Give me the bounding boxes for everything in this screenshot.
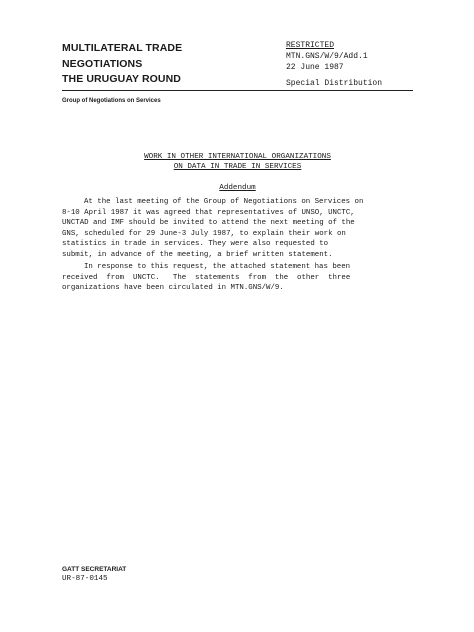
header-line-1: MULTILATERAL TRADE [62,42,183,54]
group-name: Group of Negotiations on Services [62,98,161,104]
header-line-2: NEGOTIATIONS [62,57,143,70]
paragraph-1-line: submit, in advance of the meeting, a brief written statement. [62,250,333,259]
header-title-block [62,41,182,88]
footer [62,566,126,583]
paragraph-2 [62,262,413,294]
distribution: Special Distribution [286,79,383,88]
header-meta-block [286,40,382,89]
paragraph-1-line: At the last meeting of the Group of Negotiations on Services on [84,198,364,206]
paragraph-1-line: GNS, scheduled for 29 June-3 July 1987, to explain their work on [62,229,346,238]
footer-organization: GATT SECRETARIAT [62,566,127,573]
document-date: 22 June 1987 [286,63,344,72]
paragraph-2-line: In response to this request, the attached statement has been [84,263,351,271]
paragraph-2-line: received from UNCTC. The statements from the other three [62,273,351,282]
footer-reference: UR-87-0145 [62,575,108,583]
header-divider [62,90,413,91]
paragraph-2-line: organizations have been circulated in MTN.GNS/W/9. [62,284,284,292]
title-line-2: ON DATA IN TRADE IN SERVICES [173,163,302,171]
paragraph-1-line: statistics in trade in services. They were also requested to [62,240,329,248]
paragraph-1-line: 8-10 April 1987 it was agreed that representatives of UNSO, UNCTC, [62,208,355,217]
classification: RESTRICTED [286,41,335,50]
title-line-1: WORK IN OTHER INTERNATIONAL ORGANIZATIONS [144,153,331,161]
paragraph-1-line: UNCTAD and IMF should be invited to attend the next meeting of the [62,219,355,227]
document-symbol: MTN.GNS/W/9/Add.1 [286,52,368,61]
header-line-3: THE URUGUAY ROUND [62,73,181,85]
paragraph-1 [62,197,413,260]
document-title [62,152,413,172]
addendum-heading: Addendum [219,184,256,192]
